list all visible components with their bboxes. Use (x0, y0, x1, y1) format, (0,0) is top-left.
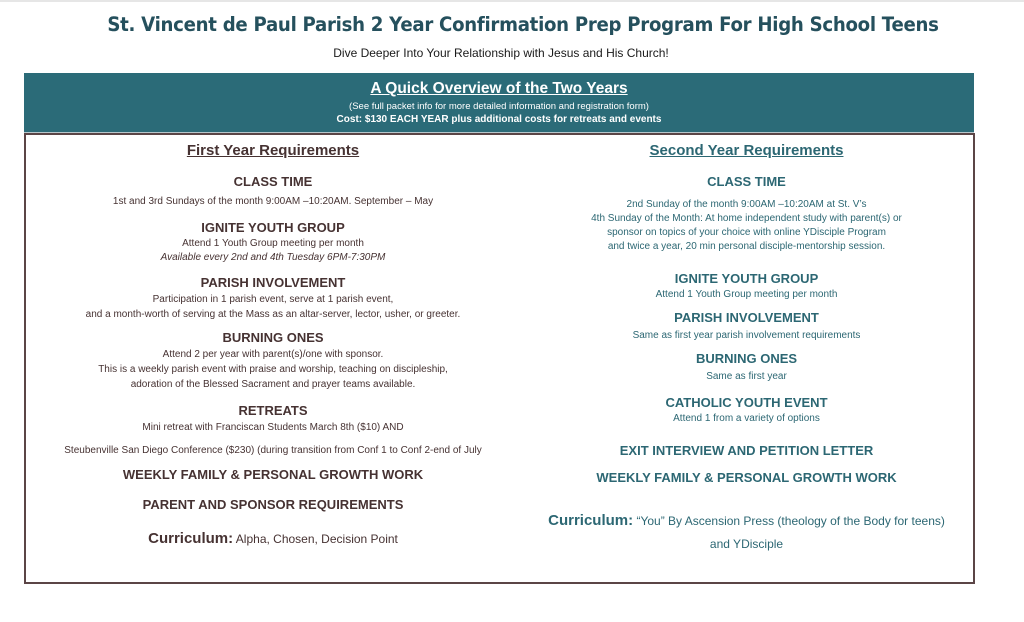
sy-curriculum-line2: and YDisciple (709, 537, 784, 551)
requirements-box (24, 133, 975, 584)
sy-weekly-work: WEEKLY FAMILY & PERSONAL GROWTH WORK (596, 470, 897, 485)
fy-retreats-line2: Steubenville San Diego Conference ($230) (during transition from Conf 1 to Conf 2-end of July (64, 445, 482, 456)
fy-parish-title: PARISH INVOLVEMENT (200, 275, 346, 290)
page-subtitle: Dive Deeper Into Your Relationship with Jesus and His Church! (333, 46, 669, 60)
fy-retreats-line1: Mini retreat with Franciscan Students March 8th ($10) AND (142, 422, 404, 433)
fy-curriculum-label: Curriculum: (148, 530, 234, 547)
fy-class-time-text: 1st and 3rd Sundays of the month 9:00AM –10:20AM. September – May (112, 196, 434, 207)
overview-banner (24, 73, 974, 134)
fy-ignite-note: Available every 2nd and 4th Tuesday 6PM-7:30PM (160, 252, 386, 263)
fy-curriculum-text: Alpha, Chosen, Decision Point (233, 532, 398, 546)
fy-burning-line3: adoration of the Blessed Sacrament and prayer teams available. (130, 379, 416, 390)
fy-burning-line2: This is a weekly parish event with praise and worship, teaching on discipleship, (98, 364, 448, 375)
fy-ignite-title: IGNITE YOUTH GROUP (201, 220, 345, 235)
top-divider (0, 0, 1024, 2)
banner-title: A Quick Overview of the Two Years (370, 80, 628, 97)
fy-class-time-title: CLASS TIME (233, 174, 313, 189)
fy-burning-title: BURNING ONES (222, 330, 324, 345)
fy-retreats-title: RETREATS (238, 403, 308, 418)
sy-burning-title: BURNING ONES (695, 351, 798, 366)
second-year-heading: Second Year Requirements (649, 142, 844, 159)
fy-weekly-work: WEEKLY FAMILY & PERSONAL GROWTH WORK (122, 467, 424, 482)
sy-class-time-line2: 4th Sunday of the Month: At home independent study with parent(s) or (591, 213, 902, 224)
banner-note: (See full packet info for more detailed information and registration form) (349, 101, 649, 112)
first-year-heading: First Year Requirements (186, 142, 360, 159)
sy-burning-text: Same as first year (706, 371, 787, 382)
sy-catholic-text: Attend 1 from a variety of options (673, 413, 820, 424)
sy-ignite-title: IGNITE YOUTH GROUP (674, 271, 819, 286)
fy-curriculum (26, 530, 520, 548)
sy-parish-title: PARISH INVOLVEMENT (674, 310, 819, 325)
sy-curriculum (520, 512, 973, 530)
sy-parish-text: Same as first year parish involvement requirements (632, 330, 861, 341)
fy-burning-line1: Attend 2 per year with parent(s)/one with sponsor. (162, 349, 384, 360)
sy-class-time-title: CLASS TIME (707, 174, 786, 189)
sy-curriculum-text: “You” By Ascension Press (theology of the Body for teens) (633, 514, 945, 528)
sy-curriculum-label: Curriculum: (548, 512, 634, 529)
fy-parish-line2: and a month-worth of serving at the Mass as an altar-server, lector, usher, or greeter. (85, 309, 461, 320)
page-title: St. Vincent de Paul Parish 2 Year Confirmation Prep Program For High School Teens (107, 13, 939, 36)
sy-exit-interview: EXIT INTERVIEW AND PETITION LETTER (619, 443, 874, 458)
fy-parish-line1: Participation in 1 parish event, serve at 1 parish event, (152, 294, 394, 305)
sy-class-time-line4: and twice a year, 20 min personal disciple-mentorship session. (607, 241, 886, 252)
fy-parent-sponsor: PARENT AND SPONSOR REQUIREMENTS (142, 497, 404, 512)
sy-class-time-line3: sponsor on topics of your choice with online YDisciple Program (607, 227, 886, 238)
banner-cost: Cost: $130 EACH YEAR plus additional costs for retreats and events (336, 114, 662, 125)
sy-class-time-line1: 2nd Sunday of the month 9:00AM –10:20AM at St. V’s (626, 199, 867, 210)
sy-catholic-title: CATHOLIC YOUTH EVENT (665, 395, 828, 410)
fy-ignite-text: Attend 1 Youth Group meeting per month (182, 238, 364, 249)
sy-ignite-text: Attend 1 Youth Group meeting per month (655, 289, 838, 300)
